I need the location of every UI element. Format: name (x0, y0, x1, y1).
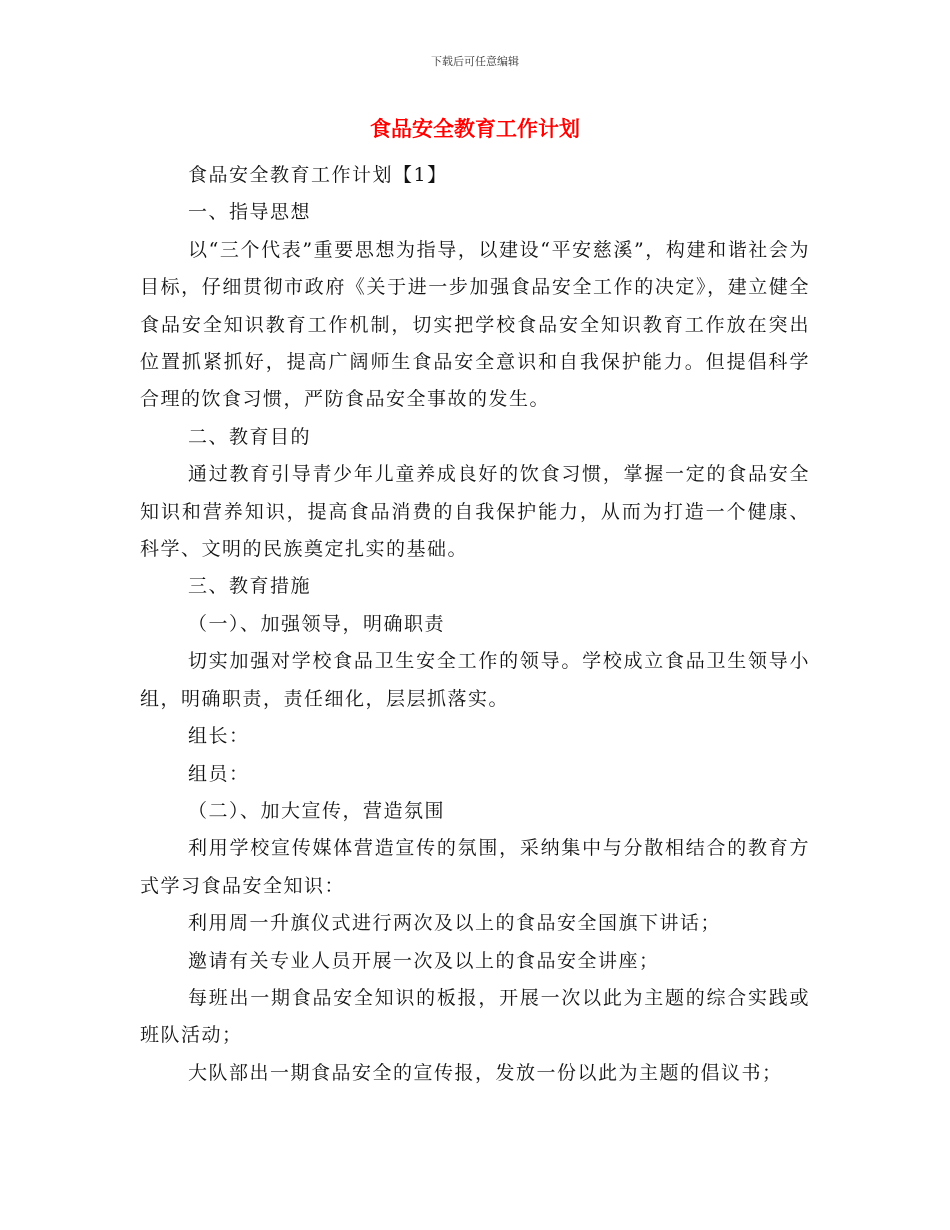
group-members-line: 组员： (188, 762, 250, 785)
list-item-lecture: 邀请有关专业人员开展一次及以上的食品安全讲座； (188, 949, 660, 972)
subsection-heading-leadership: （一）、加强领导，明确职责 (188, 612, 446, 635)
header-note: 下载后可任意编辑 (431, 55, 519, 68)
section-heading-education-goal: 二、教育目的 (188, 425, 312, 448)
plan-subtitle: 食品安全教育工作计划【1】 (188, 164, 448, 186)
section-heading-guiding-idea: 一、指导思想 (188, 201, 312, 224)
list-item-brigade-poster: 大队部出一期食品安全的宣传报，发放一份以此为主题的倡议书； (188, 1061, 783, 1084)
group-leader-line: 组长： (188, 725, 250, 748)
list-item-flag-ceremony: 利用周一升旗仪式进行两次及以上的食品安全国旗下讲话； (188, 912, 722, 935)
paragraph-leadership: 切实加强对学校食品卫生安全工作的领导。学校成立食品卫生领导小组，明确职责，责任细化，层层抓落实。 (140, 650, 810, 710)
paragraph-publicity: 利用学校宣传媒体营造宣传的氛围，采纳集中与分散相结合的教育方式学习食品安全知识： (140, 837, 810, 897)
paragraph-education-goal: 通过教育引导青少年儿童养成良好的饮食习惯，掌握一定的食品安全知识和营养知识，提高食品消费的自我保护能力，从而为打造一个健康、科学、文明的民族奠定扎实的基础。 (140, 463, 810, 561)
document-body (140, 157, 810, 1092)
paragraph-guiding-idea: 以“三个代表”重要思想为指导，以建设“平安慈溪”，构建和谐社会为目标，仔细贯彻市政府《关于进一步加强食品安全工作的决定》，建立健全食品安全知识教育工作机制，切实把学校食品安全知识教育工作放在突出位置抓紧抓好，提高广阔师生食品安全意识和自我保护能力。但提倡科学合理的饮食习惯，严防食品安全事故的发生。 (140, 238, 810, 411)
section-heading-measures: 三、教育措施 (188, 575, 312, 598)
document-title: 食品安全教育工作计划 (370, 117, 580, 141)
subsection-heading-publicity: （二）、加大宣传，营造氛围 (188, 799, 446, 822)
list-item-blackboard: 每班出一期食品安全知识的板报，开展一次以此为主题的综合实践或班队活动； (140, 986, 810, 1047)
